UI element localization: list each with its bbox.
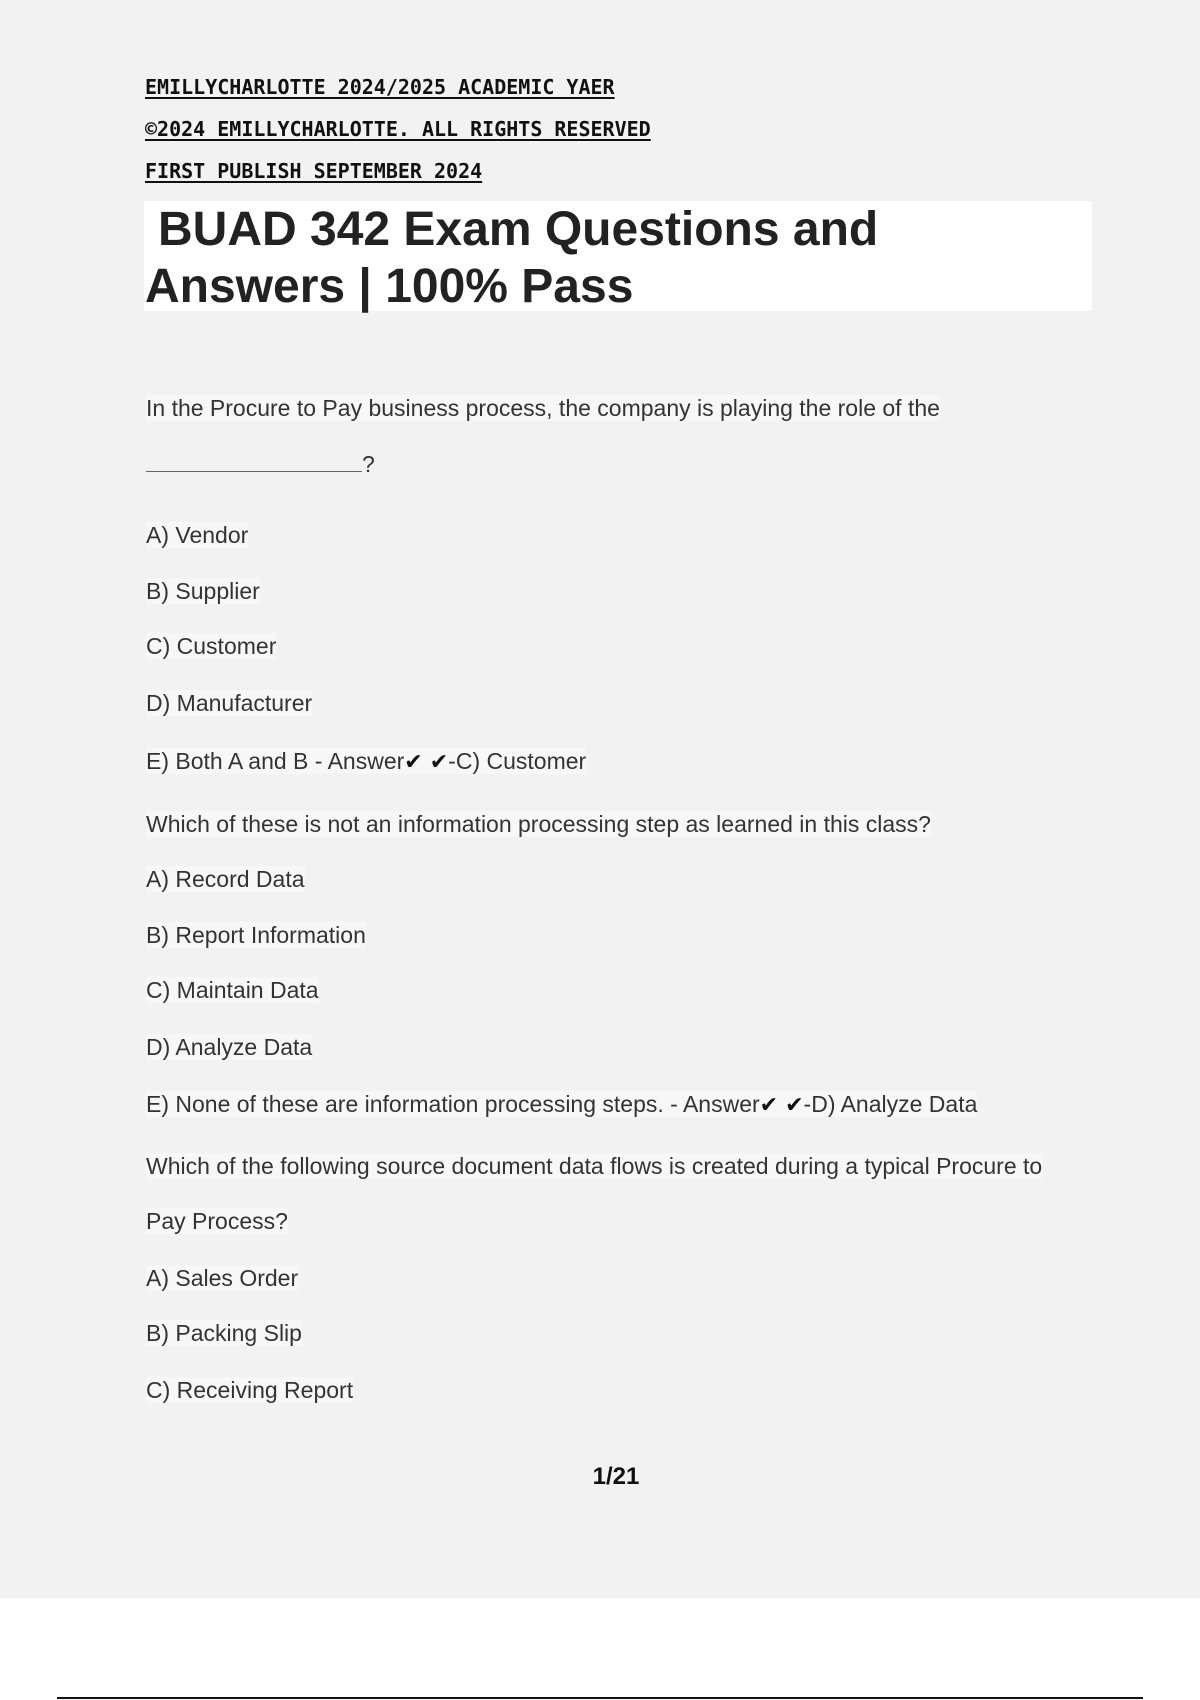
question-3-stem-line-1: Which of the following source document data flows is created during a typical Procure to <box>146 1153 1043 1179</box>
question-2-option-a: A) Record Data <box>146 866 305 892</box>
question-1-answer: C) Customer <box>455 748 587 774</box>
page-divider <box>57 1697 1143 1699</box>
question-2-option-d: D) Analyze Data <box>146 1034 313 1060</box>
question-1-option-e-with-answer <box>146 747 586 777</box>
question-2-answer: D) Analyze Data <box>811 1091 978 1117</box>
document-title <box>145 201 1085 315</box>
question-1-option-e: E) Both A and B <box>146 748 309 774</box>
question-3-stem-line-2: Pay Process? <box>146 1208 288 1234</box>
question-1-blank-line <box>146 450 375 478</box>
question-2-option-e: E) None of these are information processing steps. <box>146 1091 664 1117</box>
header-copyright: ©2024 EMILLYCHARLOTTE. ALL RIGHTS RESERVED <box>145 117 651 141</box>
answer-blank <box>146 451 362 472</box>
question-1-option-a: A) Vendor <box>146 522 249 548</box>
answer-dash: - <box>448 748 456 774</box>
header-academic-year: EMILLYCHARLOTTE 2024/2025 ACADEMIC YAER <box>145 75 615 99</box>
question-2-option-b: B) Report Information <box>146 922 366 948</box>
double-check-icon: ✔ ✔ <box>404 750 449 775</box>
question-3-option-a: A) Sales Order <box>146 1265 299 1291</box>
question-1-option-d: D) Manufacturer <box>146 690 313 716</box>
title-line-2: Answers | 100% Pass <box>145 260 634 313</box>
question-1-stem-text: In the Procure to Pay business process, the company is playing the role of the <box>146 395 940 421</box>
title-line-1: BUAD 342 Exam Questions and <box>158 203 879 256</box>
answer-label: - Answer <box>308 748 405 774</box>
answer-label: - Answer <box>663 1091 760 1117</box>
question-2-option-e-with-answer <box>146 1090 977 1120</box>
question-2-stem: Which of these is not an information processing step as learned in this class? <box>146 811 931 837</box>
question-1-option-b: B) Supplier <box>146 578 260 604</box>
double-check-icon: ✔ ✔ <box>759 1093 804 1118</box>
question-2-option-c: C) Maintain Data <box>146 977 319 1003</box>
question-3-option-c: C) Receiving Report <box>146 1377 354 1403</box>
question-1-option-c: C) Customer <box>146 633 277 659</box>
question-1-stem <box>146 394 940 422</box>
question-3-option-b: B) Packing Slip <box>146 1320 302 1346</box>
answer-dash: - <box>803 1091 812 1117</box>
question-1-mark: ? <box>362 451 375 477</box>
header-publish-date: FIRST PUBLISH SEPTEMBER 2024 <box>145 159 483 183</box>
page-number: 1/21 <box>592 1463 640 1490</box>
